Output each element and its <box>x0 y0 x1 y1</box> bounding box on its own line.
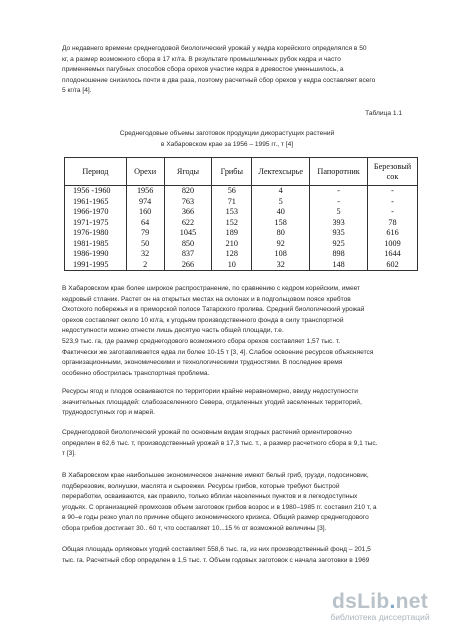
table-cell: 108 <box>252 249 310 260</box>
table-cell: - <box>368 207 418 218</box>
watermark-subtitle: библиотека диссертаций <box>330 612 430 622</box>
text-line: особенно обострилась транспортная проблема. <box>62 369 210 377</box>
table-cell: 56 <box>212 186 252 197</box>
caption-line: Среднегодовые объемы заготовок продукции дикорастущих растений <box>119 130 335 137</box>
text-line: Ресурсы ягод и плодов осваиваются по территории крайне неравномерно, ввиду недоступности <box>62 388 358 395</box>
table-cell: 393 <box>310 218 368 229</box>
table-cell: 50 <box>126 239 164 250</box>
text-line: кг, а размер возможного сбора в 17 кг/га. В результате промышленных рубок кедра и часто <box>62 55 341 63</box>
text-line: подберезовик, волнушки, маслята и сыроежки. Ресурсы грибов, которые требуют быстрой <box>62 482 340 490</box>
caption-line: в Хабаровском крае за 1956 – 1995 гг., т [4] <box>160 140 294 148</box>
table-cell: 1971-1975 <box>65 218 127 229</box>
table-cell: 32 <box>126 249 164 260</box>
table-cell: 158 <box>252 218 310 229</box>
paragraph-6 <box>62 545 392 566</box>
table-cell: 92 <box>252 239 310 250</box>
table-cell: 64 <box>126 218 164 229</box>
table-cell: 1981-1985 <box>65 239 127 250</box>
table-cell: 366 <box>164 207 212 218</box>
paragraph-3 <box>62 387 392 419</box>
table-cell: 763 <box>164 197 212 208</box>
table-cell: 148 <box>310 260 368 271</box>
text-line: До недавнего времени среднегодовой биологический урожай у кедра корейского определялся в 50 <box>62 45 367 52</box>
watermark-logo <box>320 590 440 614</box>
table-cell: 820 <box>164 186 212 197</box>
table-row <box>65 228 418 239</box>
header-berries: Ягоды <box>164 158 212 186</box>
text-line: В Хабаровском крае наибольшее экономическое значение имеют белый гриб, грузди, подосиновик, <box>62 472 369 479</box>
table-cell: 974 <box>126 197 164 208</box>
text-line: Охотского побережья и в приморской полосе Татарского пролива. Средний биологический урожай <box>62 306 365 314</box>
table-caption <box>62 129 392 150</box>
table-cell: 1966-1970 <box>65 207 127 218</box>
table-row <box>65 249 418 260</box>
table-cell: 616 <box>368 228 418 239</box>
table-cell: 153 <box>212 207 252 218</box>
header-birch-sap: Березовый сок <box>368 158 418 186</box>
table-cell: 1991-1995 <box>65 260 127 271</box>
table-cell: 898 <box>310 249 368 260</box>
table-row <box>65 186 418 197</box>
table-row <box>65 260 418 271</box>
table-cell: 266 <box>164 260 212 271</box>
table-cell: - <box>368 186 418 197</box>
header-mushrooms: Грибы <box>212 158 252 186</box>
text-line: применяемых пагубных способов сбора орехов участие кедра в древостое уменьшилось, а <box>62 66 344 74</box>
table-cell: 935 <box>310 228 368 239</box>
table-cell: 925 <box>310 239 368 250</box>
table-cell: 80 <box>252 228 310 239</box>
table-cell: 5 <box>310 207 368 218</box>
text-line: Фактически же заготавливается едва ли более 10-15 т [3, 4]. Слабое освоение ресурсов объясняется <box>62 348 374 356</box>
table-cell: 850 <box>164 239 212 250</box>
table-cell: - <box>310 186 368 197</box>
table-cell: 1956 <box>126 186 164 197</box>
table-cell: - <box>368 197 418 208</box>
table-cell: - <box>310 197 368 208</box>
text-line: Общая площадь орляковых угодий составляет 558,6 тыс. га, из них производственный фонд – 201,5 <box>62 546 371 553</box>
table-row <box>65 197 418 208</box>
header-period: Период <box>65 158 127 186</box>
table-cell: 189 <box>212 228 252 239</box>
text-line: переработки, осваиваются, как правило, только вблизи населенных пунктов и в легкодоступных <box>62 493 358 501</box>
header-medicinal: Лектехсырье <box>252 158 310 186</box>
text-line: в 90–е годы резко упал по причине общего экономического кризиса. Общий размер среднегодового <box>62 514 369 522</box>
text-line: значительных площадей: слабозаселенного Севера, отдаленных угодий заселенных территорий, <box>62 398 362 406</box>
text-line: орехов составляет около 10 кг/га, к угодьям производственного фонда в силу транспортной <box>62 316 344 324</box>
paragraph-2 <box>62 284 392 379</box>
table-cell: 1961-1965 <box>65 197 127 208</box>
table-cell: 2 <box>126 260 164 271</box>
table-cell: 1045 <box>164 228 212 239</box>
table-cell: 5 <box>252 197 310 208</box>
header-fern: Папоротник <box>310 158 368 186</box>
table-cell: 78 <box>368 218 418 229</box>
logo-text-main: dsLib <box>331 590 390 613</box>
table-cell: 210 <box>212 239 252 250</box>
table-cell: 4 <box>252 186 310 197</box>
paragraph-4 <box>62 428 392 460</box>
dslib-watermark <box>320 590 440 622</box>
text-line: организационными, экономическими и технологическими трудностями. В последнее время <box>62 359 343 367</box>
table-cell: 10 <box>212 260 252 271</box>
table-header-row <box>65 158 418 186</box>
header-nuts: Орехи <box>126 158 164 186</box>
table-cell: 128 <box>212 249 252 260</box>
table-cell: 71 <box>212 197 252 208</box>
text-line: плодоношение снизилось почти в два раза, поэтому расчетный сбор орехов у кедра составляет всего <box>62 76 376 84</box>
table-label: Таблица 1.1 <box>365 110 402 117</box>
logo-text-tld: net <box>395 590 429 613</box>
table-cell: 1956 -1960 <box>65 186 127 197</box>
text-line: 5 кг/га [4]. <box>62 87 92 95</box>
paragraph-5 <box>62 471 392 535</box>
table-cell: 622 <box>164 218 212 229</box>
table-cell: 32 <box>252 260 310 271</box>
text-line: недоступности можно отнести лишь десятую часть общей площади, т.е. <box>62 327 284 335</box>
text-line: сбора грибов достигает 30.. 60 т, что составляет 10...15 % от возможной величины [3]. <box>62 524 327 532</box>
table-cell: 602 <box>368 260 418 271</box>
table-cell: 837 <box>164 249 212 260</box>
table-cell: 1644 <box>368 249 418 260</box>
text-line: труднодоступных гор и марей. <box>62 409 155 417</box>
table-row <box>65 239 418 250</box>
text-line: 523,9 тыс. га, где размер среднегодового возможного сбора орехов составляет 1,57 тыс. т. <box>62 337 341 345</box>
text-line: Среднегодовой биологический урожай по основным видам ягодных растений ориентировочно <box>62 429 352 436</box>
table-cell: 1976-1980 <box>65 228 127 239</box>
table-cell: 1986-1990 <box>65 249 127 260</box>
paragraph-1 <box>62 44 392 97</box>
text-line: определен в 62,6 тыс. т, производственный урожай в 17,3 тыс. т., а размер расчетного сбора в 9,1 тыс. <box>62 439 378 447</box>
table-row <box>65 207 418 218</box>
table-row <box>65 218 418 229</box>
text-line: угодьях. С организацией промхозов объем заготовок грибов возрос и в 1980–1985 гг. составил 210 т, а <box>62 503 377 511</box>
text-line: тыс. га. Расчетный сбор определен в 1,5 тыс. т. Объем годовых заготовок с начала заготовки в 1969 <box>62 556 370 564</box>
text-line: т [3]. <box>62 450 77 458</box>
text-line: В Хабаровском крае более широкое распространение, по сравнению с кедром корейским, имеет <box>62 285 361 292</box>
table-cell: 1009 <box>368 239 418 250</box>
table-body <box>65 186 418 271</box>
harvest-table <box>64 157 418 271</box>
table-cell: 79 <box>126 228 164 239</box>
table-cell: 160 <box>126 207 164 218</box>
logo-text-dot: . <box>389 590 396 613</box>
text-line: кедровый стланик. Растет он на открытых местах на склонах и в подгольцовом поясе хребтов <box>62 295 351 303</box>
table-cell: 40 <box>252 207 310 218</box>
table-cell: 152 <box>212 218 252 229</box>
